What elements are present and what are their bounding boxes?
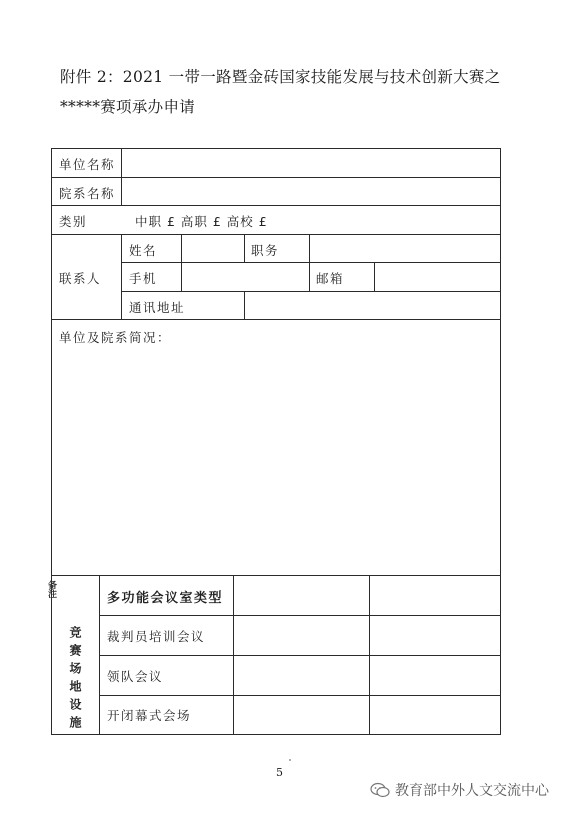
name-label: 姓名 <box>129 243 158 258</box>
position-label: 职务 <box>251 243 280 258</box>
venue-row-team-leader: 领队会议 <box>107 669 164 684</box>
venue-row-ceremony: 开闭幕式会场 <box>107 708 192 723</box>
title-line-1: 附件 2：2021 一带一路暨金砖国家技能发展与技术创新大赛之 <box>60 68 501 86</box>
email-label: 邮箱 <box>316 271 345 286</box>
page-number: 5 <box>276 766 283 779</box>
address-label: 通讯地址 <box>129 300 186 315</box>
venue-row-referee-training: 裁判员培训会议 <box>107 629 206 644</box>
page-mark <box>289 759 291 761</box>
document-title <box>60 62 520 122</box>
department-name-label: 院系名称 <box>59 186 116 201</box>
venue-row-multifunction: 多功能会议室类型 <box>107 591 224 606</box>
watermark-text: 教育部中外人文交流中心 <box>395 783 549 799</box>
mobile-label: 手机 <box>129 271 158 286</box>
contact-label: 联系人 <box>59 271 102 286</box>
intro-label: 单位及院系简况： <box>59 330 172 345</box>
unit-name-label: 单位名称 <box>59 157 116 172</box>
category-label: 类别 <box>59 214 88 229</box>
title-line-2: *****赛项承办申请 <box>60 98 196 116</box>
venue-section-label: 竞赛场地设施 <box>68 626 82 734</box>
application-form <box>46 148 501 734</box>
wechat-icon <box>370 782 390 798</box>
watermark <box>370 780 549 800</box>
category-options: 中职 £ 高职 £ 高校 £ <box>135 214 268 229</box>
venue-note-stamp: 备注 <box>46 580 56 598</box>
